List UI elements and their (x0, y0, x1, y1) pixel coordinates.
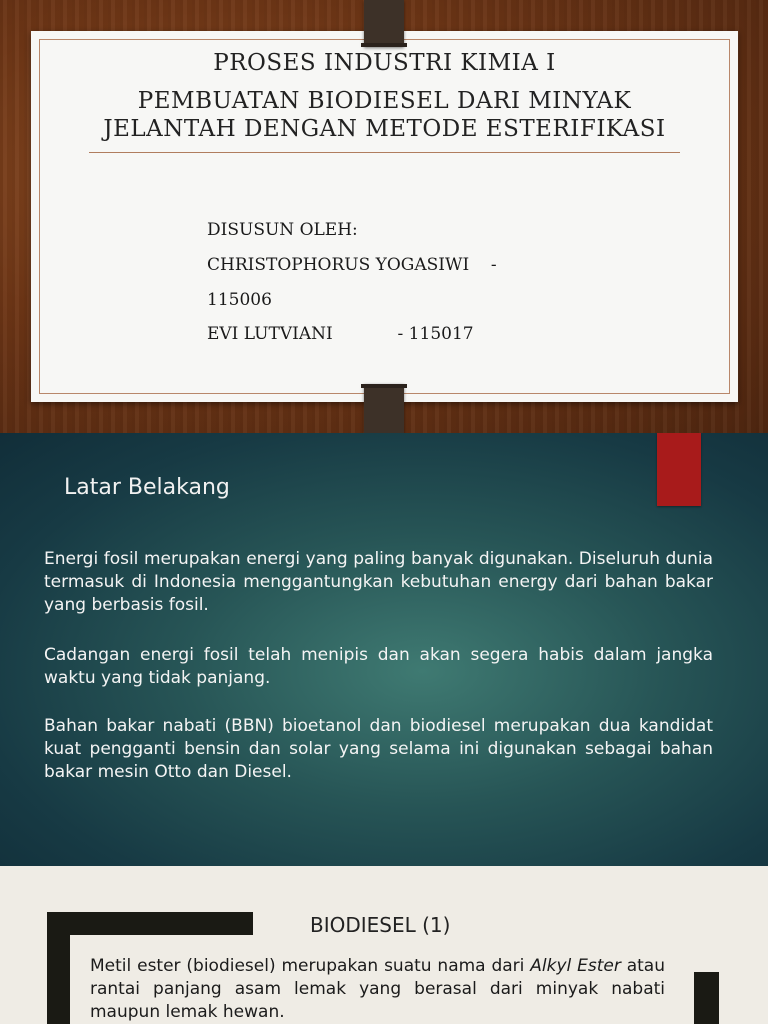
author1-name: CHRISTOPHORUS YOGASIWI - (207, 255, 497, 275)
author2: EVI LUTVIANI - 115017 (207, 324, 474, 344)
title-divider (89, 152, 680, 153)
paragraph-text-a: Metil ester (biodiesel) merupakan suatu nama dari (90, 956, 531, 976)
frame-bar-left (47, 912, 70, 1024)
paragraph-italic-term: Alkyl Ester (530, 956, 621, 976)
section-heading: Latar Belakang (64, 475, 230, 500)
slide-background (0, 433, 768, 866)
paper-clip-top (364, 0, 404, 47)
paragraph-text-b: atau rantai panjang asam lemak yang berasal dari minyak nabati maupun lemak hewan. (90, 956, 665, 1022)
title-card (31, 31, 738, 402)
frame-bar-right (694, 972, 719, 1024)
author1-id: 115006 (207, 290, 272, 310)
presentation-title-line1: PEMBUATAN BIODIESEL DARI MINYAK (137, 88, 632, 114)
paragraph-1: Energi fosil merupakan energi yang paling banyak digunakan. Diseluruh dunia termasuk di Indonesia menggantungkan kebutuhan energy dari bahan bakar yang berbasis fosil. (44, 549, 713, 615)
slide-biodiesel (0, 866, 768, 1024)
slide-title (0, 0, 768, 433)
frame-bar-top (47, 912, 253, 935)
paragraph-3: Bahan bakar nabati (BBN) bioetanol dan biodiesel merupakan dua kandidat kuat pengganti bensin dan solar yang selama ini digunakan sebagai bahan bakar mesin Otto dan Diesel. (44, 716, 713, 782)
red-tab-accent (657, 433, 701, 506)
paper-clip-bottom (364, 384, 404, 433)
biodiesel-heading: BIODIESEL (1) (310, 913, 451, 937)
biodiesel-paragraph (90, 955, 665, 1024)
paragraph-2: Cadangan energi fosil telah menipis dan akan segera habis dalam jangka waktu yang tidak panjang. (44, 645, 713, 688)
author-label: DISUSUN OLEH: (207, 220, 358, 240)
course-title: PROSES INDUSTRI KIMIA I (213, 50, 556, 76)
presentation-title-line2: JELANTAH DENGAN METODE ESTERIFIKASI (103, 116, 666, 142)
